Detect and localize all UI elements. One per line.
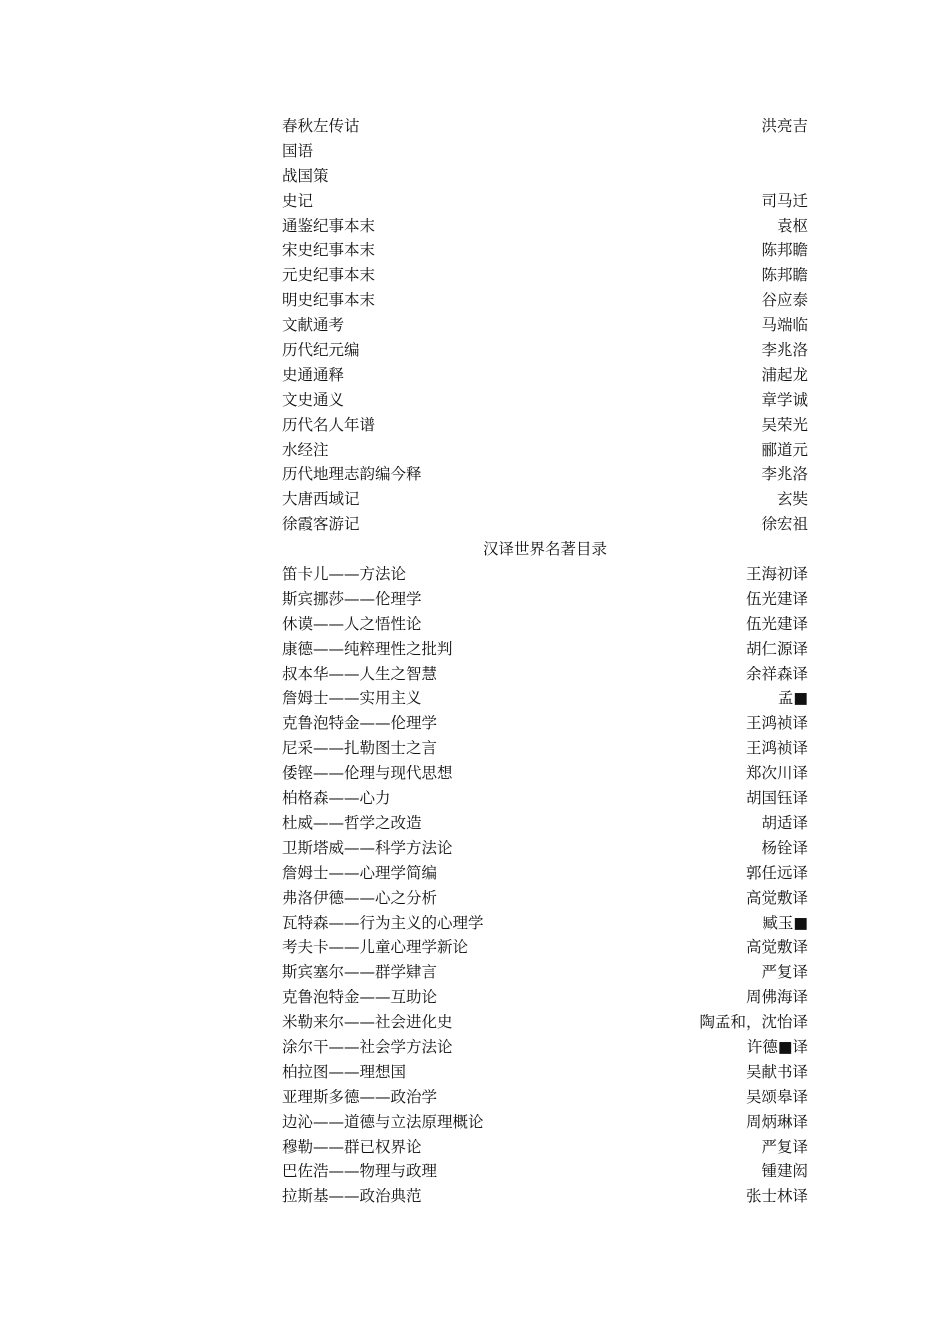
list-item (282, 836, 808, 861)
book-title: 柏拉图——理想国 (282, 1062, 407, 1081)
book-title: 史记 (282, 191, 314, 210)
book-title: 考夫卡——儿童心理学新论 (282, 938, 469, 957)
book-title: 柏格森——心力 (282, 789, 391, 808)
list-item (282, 711, 808, 736)
book-title: 詹姆士——心理学简编 (282, 863, 438, 882)
translations-list (282, 562, 808, 1209)
list-item (282, 861, 808, 886)
book-title: 康德——纯粹理性之批判 (282, 639, 453, 658)
list-item (282, 164, 808, 189)
book-title: 克鲁泡特金——伦理学 (282, 714, 438, 733)
list-item (282, 1110, 808, 1135)
book-author: 张士林译 (745, 1187, 808, 1206)
book-author: 周炳琳译 (745, 1112, 808, 1131)
book-title: 叔本华——人生之智慧 (282, 664, 438, 683)
book-author: 伍光建译 (745, 614, 808, 633)
book-title: 尼采——扎勒图士之言 (282, 739, 438, 758)
list-item (282, 288, 808, 313)
book-title: 米勒来尔——社会进化史 (282, 1013, 453, 1032)
book-author: 陶孟和，沈怡译 (699, 1013, 808, 1032)
list-item (282, 1159, 808, 1184)
list-item (282, 512, 808, 537)
list-item (282, 935, 808, 960)
book-title: 克鲁泡特金——互助论 (282, 988, 438, 1007)
book-author: 徐宏祖 (761, 515, 808, 534)
list-item (282, 363, 808, 388)
book-title: 涂尔干——社会学方法论 (282, 1037, 453, 1056)
book-title: 历代地理志韵编今释 (282, 465, 422, 484)
book-title: 笛卡儿——方法论 (282, 565, 407, 584)
book-author: 王鸿祯译 (745, 739, 808, 758)
book-author: 锺建闳 (761, 1162, 808, 1181)
classics-list (282, 114, 808, 537)
list-item (282, 761, 808, 786)
book-title: 拉斯基——政治典范 (282, 1187, 422, 1206)
book-author: 高觉敷译 (745, 938, 808, 957)
book-title: 休谟——人之悟性论 (282, 614, 422, 633)
list-item (282, 587, 808, 612)
list-item (282, 612, 808, 637)
book-author: 马端临 (761, 316, 808, 335)
book-author: 袁枢 (776, 216, 808, 235)
book-author: 孟■ (777, 689, 808, 708)
list-item (282, 736, 808, 761)
list-item (282, 114, 808, 139)
book-title: 亚理斯多德——政治学 (282, 1087, 438, 1106)
book-author: 玄奘 (776, 490, 808, 509)
book-title: 明史纪事本末 (282, 291, 376, 310)
book-title: 战国策 (282, 166, 329, 185)
book-title: 史通通释 (282, 365, 345, 384)
book-author: 胡仁源译 (745, 639, 808, 658)
book-author: 陈邦瞻 (761, 266, 808, 285)
book-title: 卫斯塔威——科学方法论 (282, 838, 453, 857)
book-title: 瓦特森——行为主义的心理学 (282, 913, 484, 932)
book-author: 陈邦瞻 (761, 241, 808, 260)
book-author: 李兆洛 (761, 341, 808, 360)
book-title: 文献通考 (282, 316, 345, 335)
list-item (282, 686, 808, 711)
book-title: 历代纪元编 (282, 341, 360, 360)
list-item (282, 462, 808, 487)
book-title: 元史纪事本末 (282, 266, 376, 285)
book-author: 许德■译 (746, 1037, 808, 1056)
book-author: 王海初译 (745, 565, 808, 584)
list-item (282, 189, 808, 214)
list-item (282, 263, 808, 288)
book-author: 伍光建译 (745, 589, 808, 608)
list-item (282, 487, 808, 512)
list-item (282, 1135, 808, 1160)
list-item (282, 786, 808, 811)
list-item (282, 960, 808, 985)
book-author: 胡适译 (761, 813, 808, 832)
book-title: 水经注 (282, 440, 329, 459)
list-item (282, 1035, 808, 1060)
book-title: 斯宾挪莎——伦理学 (282, 589, 422, 608)
book-title: 通鉴纪事本末 (282, 216, 376, 235)
book-title: 斯宾塞尔——群学肄言 (282, 963, 438, 982)
section-heading: 汉译世界名著目录 (482, 540, 607, 559)
book-title: 詹姆士——实用主义 (282, 689, 422, 708)
list-item (282, 1184, 808, 1209)
list-item (282, 637, 808, 662)
book-author: 李兆洛 (761, 465, 808, 484)
book-author: 洪亮吉 (761, 117, 808, 135)
book-title: 宋史纪事本末 (282, 241, 376, 260)
list-item (282, 238, 808, 263)
list-item (282, 562, 808, 587)
list-item (282, 811, 808, 836)
book-author: 胡国钰译 (745, 789, 808, 808)
list-item (282, 1085, 808, 1110)
book-author: 吴献书译 (745, 1062, 808, 1081)
list-item (282, 139, 808, 164)
book-title: 国语 (282, 141, 314, 160)
book-title: 文史通义 (282, 390, 345, 409)
list-item (282, 338, 808, 363)
list-item (282, 214, 808, 239)
book-title: 边沁——道德与立法原理概论 (282, 1112, 484, 1131)
book-author: 王鸿祯译 (745, 714, 808, 733)
book-author: 周佛海译 (745, 988, 808, 1007)
book-author: 郑次川译 (745, 764, 808, 783)
book-author: 谷应泰 (761, 291, 808, 310)
book-author: 严复译 (761, 963, 808, 982)
book-title: 春秋左传诂 (282, 117, 360, 135)
book-author: 章学诚 (761, 390, 808, 409)
book-author: 余祥森译 (745, 664, 808, 683)
book-title: 巴佐浩——物理与政理 (282, 1162, 438, 1181)
list-item (282, 911, 808, 936)
book-author: 臧玉■ (762, 913, 808, 932)
book-author: 高觉敷译 (745, 888, 808, 907)
book-title: 倭铿——伦理与现代思想 (282, 764, 453, 783)
list-item (282, 1010, 808, 1035)
document-page (282, 114, 808, 1209)
book-title: 穆勒——群已权界论 (282, 1137, 422, 1156)
book-author: 吴颂皋译 (745, 1087, 808, 1106)
book-author: 郭任远译 (745, 863, 808, 882)
list-item (282, 1060, 808, 1085)
list-item (282, 438, 808, 463)
list-item (282, 388, 808, 413)
book-author: 郦道元 (761, 440, 808, 459)
book-author: 严复译 (761, 1137, 808, 1156)
book-author: 吴荣光 (761, 415, 808, 434)
book-author: 浦起龙 (761, 365, 808, 384)
book-author: 杨铨译 (761, 838, 808, 857)
book-title: 杜威——哲学之改造 (282, 813, 422, 832)
list-item (282, 985, 808, 1010)
list-item (282, 662, 808, 687)
book-title: 大唐西域记 (282, 490, 360, 509)
list-item (282, 886, 808, 911)
list-item (282, 413, 808, 438)
book-author: 司马迁 (761, 191, 808, 210)
book-title: 弗洛伊德——心之分析 (282, 888, 438, 907)
list-item (282, 313, 808, 338)
book-title: 历代名人年谱 (282, 415, 376, 434)
book-title: 徐霞客游记 (282, 515, 360, 534)
